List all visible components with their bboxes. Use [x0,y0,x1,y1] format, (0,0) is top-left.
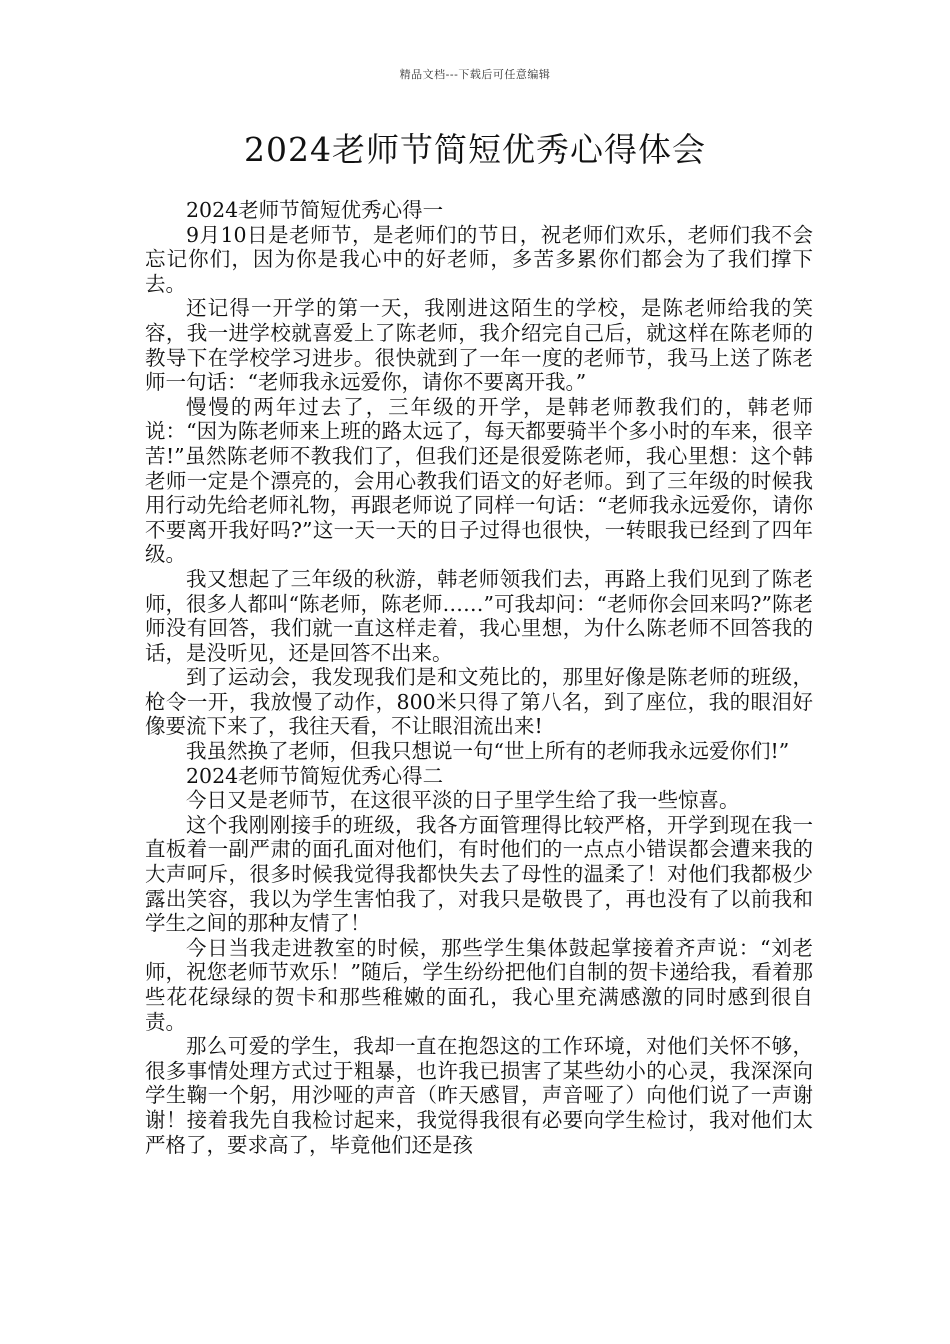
section-heading-2: 2024老师节简短优秀心得二 [186,763,444,788]
paragraph: 这个我刚刚接手的班级，我各方面管理得比较严格，开学到现在我一直板着一副严肃的面孔面对他们，有时他们的一点点小错误都会遭来我的大声呵斥，很多时候我觉得我都快失去了母性的温柔了！对他们我都极少露出笑容，我以为学生害怕我了，对我只是敬畏了，再也没有了以前我和学生之间的那种友情了！ [145,812,813,936]
paragraph: 我又想起了三年级的秋游，韩老师领我们去，再路上我们见到了陈老师，很多人都叫“陈老师，陈老师……”可我却问：“老师你会回来吗?”陈老师没有回答，我们就一直这样走着，我心里想，为什么陈老师不回答我的话，是没听见，还是回答不出来。 [145,566,813,665]
paragraph: 9月10日是老师节，是老师们的节日，祝老师们欢乐，老师们我不会忘记你们，因为你是我心中的好老师，多苦多累你们都会为了我们撑下去。 [145,222,813,296]
paragraph: 到了运动会，我发现我们是和文苑比的，那里好像是陈老师的班级，枪令一开，我放慢了动作，800米只得了第八名，到了座位，我的眼泪好像要流下来了，我往天看，不让眼泪流出来! [145,665,813,739]
paragraph: 还记得一开学的第一天，我刚进这陌生的学校，是陈老师给我的笑容，我一进学校就喜爱上了陈老师，我介绍完自己后，就这样在陈老师的教导下在学校学习进步。很快就到了一年一度的老师节，我马上送了陈老师一句话：“老师我永远爱你，请你不要离开我。” [145,296,813,395]
paragraph: 今日又是老师节，在这很平淡的日子里学生给了我一些惊喜。 [186,788,740,813]
document-body [145,198,813,1157]
section-heading-1: 2024老师节简短优秀心得一 [186,198,444,222]
paragraph: 我虽然换了老师，但我只想说一句“世上所有的老师我永远爱你们!” [186,739,790,764]
page-header: 精品文档---下载后可任意编辑 [399,68,551,81]
paragraph: 慢慢的两年过去了，三年级的开学，是韩老师教我们的，韩老师说：“因为陈老师来上班的路太远了，每天都要骑半个多小时的车来，很辛苦!”虽然陈老师不教我们了，但我们还是很爱陈老师，我心里想：这个韩老师一定是个漂亮的，会用心教我们语文的好老师。到了三年级的时候我用行动先给老师礼物，再跟老师说了同样一句话：“老师我永远爱你，请你不要离开我好吗?”这一天一天的日子过得也很快，一转眼我已经到了四年级。 [145,394,813,567]
paragraph: 那么可爱的学生，我却一直在抱怨这的工作环境，对他们关怀不够，很多事情处理方式过于粗暴，也许我已损害了某些幼小的心灵，我深深向学生鞠一个躬，用沙哑的声音（昨天感冒，声音哑了）向他们说了一声谢谢！接着我先自我检讨起来，我觉得我很有必要向学生检讨，我对他们太严格了，要求高了，毕竟他们还是孩 [145,1034,813,1157]
document-title: 2024老师节简短优秀心得体会 [244,130,706,169]
paragraph: 今日当我走进教室的时候，那些学生集体鼓起掌接着齐声说：“刘老师，祝您老师节欢乐！”随后，学生纷纷把他们自制的贺卡递给我，看着那些花花绿绿的贺卡和那些稚嫩的面孔，我心里充满感激的同时感到很自责。 [145,935,813,1034]
